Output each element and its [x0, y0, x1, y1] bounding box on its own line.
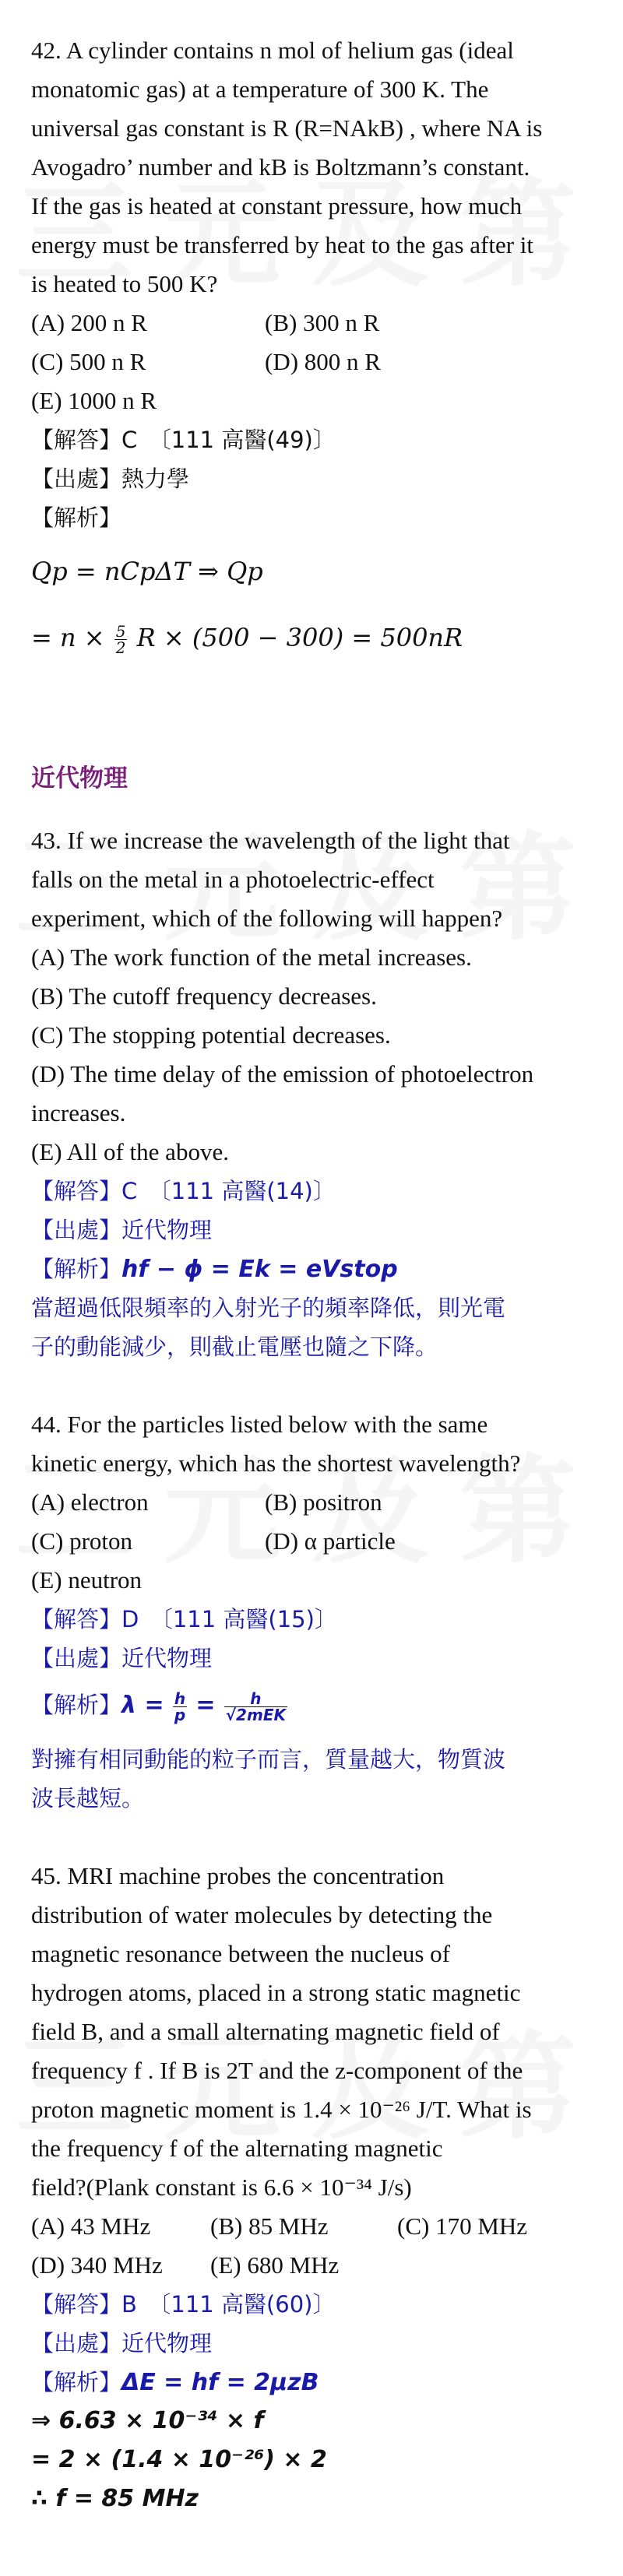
- answer-line: 【解答】C 〔111 高醫(14)〕: [31, 1178, 336, 1204]
- formula-calculation: [31, 623, 463, 655]
- fraction-denominator: √2mEK: [225, 1705, 286, 1724]
- q44-line: 44. For the particles listed below with the same: [31, 1411, 488, 1438]
- q45-line: hydrogen atoms, placed in a strong static magnetic: [31, 1979, 521, 2006]
- explanation-line: 波長越短。: [31, 1785, 145, 1812]
- q45-line: field B, and a small alternating magnetic field of: [31, 2018, 500, 2045]
- q43-line: experiment, which of the following will happen?: [31, 905, 503, 932]
- calc-step: = 2 × (1.4 × 10⁻²⁶) × 2: [31, 2446, 327, 2473]
- analysis-label: 【解析】: [31, 2369, 122, 2395]
- section-title: 近代物理: [31, 764, 128, 792]
- option-d: (D) The time delay of the emission of photoelectron: [31, 1060, 534, 1088]
- option-b: (B) 300 n R: [265, 309, 380, 336]
- q42-line: energy must be transferred by heat to the gas after it: [31, 231, 534, 258]
- q45-line: distribution of water molecules by detecting the: [31, 1901, 493, 1928]
- option-b: (B) positron: [265, 1488, 382, 1516]
- formula-energy: ΔE = hf = 2μzB: [121, 2369, 319, 2396]
- fraction: [224, 1691, 287, 1723]
- option-e: (E) 1000 n R: [31, 387, 157, 414]
- option-d-cont: increases.: [31, 1099, 126, 1126]
- q42-line: universal gas constant is R (R=NAkB) , where NA is: [31, 114, 543, 142]
- q45-options-row: [31, 2207, 600, 2246]
- answer-line: 【解答】B 〔111 高醫(60)〕: [31, 2291, 336, 2318]
- option-e: (E) 680 MHz: [210, 2251, 340, 2279]
- answer-line: 【解答】C 〔111 高醫(49)〕: [31, 427, 336, 453]
- option-a: (A) 200 n R: [31, 309, 147, 336]
- q45-line: 45. MRI machine probes the concentration: [31, 1862, 445, 1889]
- analysis-label: 【解析】: [31, 1256, 122, 1282]
- q42-line: Avogadro’ number and kB is Boltzmann’s constant.: [31, 153, 530, 181]
- option-b: (B) The cutoff frequency decreases.: [31, 982, 377, 1010]
- q43-line: 43. If we increase the wavelength of the light that: [31, 827, 510, 854]
- q45-line: the frequency f of the alternating magnetic: [31, 2135, 443, 2162]
- analysis-label: 【解析】: [31, 504, 122, 531]
- calc-step: ∴ f = 85 MHz: [31, 2485, 199, 2512]
- fraction-numerator: 5: [115, 622, 126, 641]
- q44-line: kinetic energy, which has the shortest wavelength?: [31, 1450, 521, 1477]
- q45-line: proton magnetic moment is 1.4 × 10⁻²⁶ J/T. What is: [31, 2096, 532, 2123]
- fraction-denominator: p: [174, 1705, 186, 1724]
- explanation-line: 對擁有相同動能的粒子而言，質量越大，物質波: [31, 1746, 506, 1773]
- explanation-line: 當超過低限頻率的入射光子的頻率降低，則光電: [31, 1295, 506, 1321]
- formula-photoelectric: hf − ϕ = Ek = eVstop: [121, 1256, 398, 1283]
- q42-line: If the gas is heated at constant pressure, how much: [31, 192, 523, 220]
- q42-line: is heated to 500 K?: [31, 270, 218, 297]
- analysis-line: [31, 1249, 600, 1289]
- q43-line: falls on the metal in a photoelectric-effect: [31, 866, 435, 893]
- option-b: (B) 85 MHz: [210, 2212, 329, 2240]
- formula-part: =: [195, 1692, 216, 1719]
- q45-line: frequency f . If B is 2T and the z-component of the: [31, 2057, 523, 2084]
- option-c: (C) 500 n R: [31, 348, 146, 375]
- option-a: (A) 43 MHz: [31, 2212, 151, 2240]
- q42-line: monatomic gas) at a temperature of 300 K. The: [31, 76, 489, 103]
- option-d: (D) 340 MHz: [31, 2251, 163, 2279]
- formula-part: λ =: [121, 1692, 164, 1719]
- q42-options-row: [31, 343, 600, 381]
- q42-line: 42. A cylinder contains n mol of helium gas (ideal: [31, 37, 514, 64]
- q42-options-row: [31, 304, 600, 343]
- formula-part: R × (500 − 300) = 500nR: [136, 623, 463, 652]
- option-c: (C) The stopping potential decreases.: [31, 1021, 391, 1049]
- option-a: (A) electron: [31, 1488, 149, 1516]
- option-d: (D) α particle: [265, 1527, 396, 1555]
- fraction-numerator: h: [173, 1691, 187, 1707]
- fraction-numerator: h: [224, 1691, 287, 1707]
- q45-line: magnetic resonance between the nucleus of: [31, 1940, 450, 1967]
- source-line: 【出處】近代物理: [31, 2330, 213, 2356]
- analysis-line: [31, 2363, 600, 2402]
- q44-options-row: [31, 1522, 600, 1561]
- fraction-denominator: 2: [115, 638, 126, 657]
- fraction: [114, 624, 128, 655]
- option-d: (D) 800 n R: [265, 348, 381, 375]
- q45-options-row: [31, 2246, 600, 2285]
- analysis-label: 【解析】: [31, 1692, 122, 1718]
- formula-part: = n ×: [31, 623, 105, 652]
- formula-qp: Qp = nCpΔT ⇒ Qp: [31, 557, 263, 586]
- q44-options-row: [31, 1483, 600, 1522]
- source-line: 【出處】近代物理: [31, 1217, 213, 1243]
- option-c: (C) proton: [31, 1527, 133, 1555]
- explanation-line: 子的動能減少，則截止電壓也隨之下降。: [31, 1334, 438, 1360]
- source-line: 【出處】近代物理: [31, 1645, 213, 1671]
- option-a: (A) The work function of the metal increases.: [31, 944, 472, 971]
- source-line: 【出處】熱力學: [31, 466, 190, 492]
- q45-line: field?(Plank constant is 6.6 × 10⁻³⁴ J/s): [31, 2174, 412, 2201]
- answer-line: 【解答】D 〔111 高醫(15)〕: [31, 1606, 337, 1632]
- fraction: [173, 1691, 187, 1723]
- option-e: (E) All of the above.: [31, 1138, 229, 1165]
- calc-step: ⇒ 6.63 × 10⁻³⁴ × f: [31, 2407, 264, 2434]
- option-e: (E) neutron: [31, 1566, 143, 1594]
- option-c: (C) 170 MHz: [397, 2212, 528, 2240]
- analysis-line: [31, 1685, 600, 1725]
